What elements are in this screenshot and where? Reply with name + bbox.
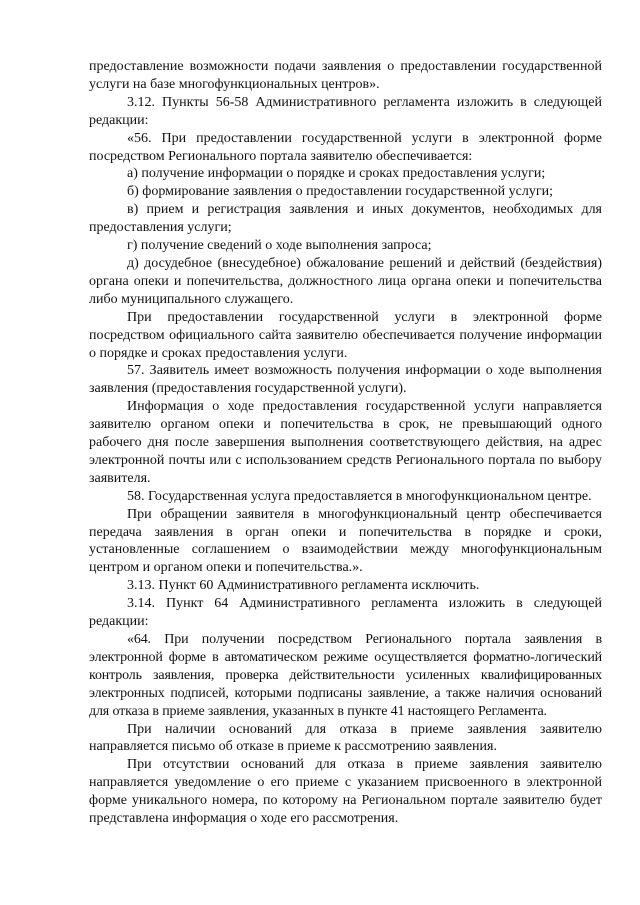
list-item-a: а) получение информации о порядке и сроках предоставления услуги; xyxy=(127,166,546,182)
paragraph-57: 57. Заявитель имеет возможность получения информации о ходе выполнения заявления (предоставления государственной услуги). xyxy=(89,363,602,397)
paragraph-3-14: 3.14. Пункт 64 Административного регламента изложить в следующей редакции: xyxy=(89,596,602,630)
paragraph-56: «56. При предоставлении государственной услуги в электронной форме посредством Регионального портала заявителю обеспечивается: xyxy=(89,130,602,164)
paragraph-3-12: 3.12. Пункты 56-58 Административного регламента изложить в следующей редакции: xyxy=(89,94,602,128)
paragraph-information: Информация о ходе предоставления государственной услуги направляется заявителю органом опеки и попечительства в срок, не превышающий одного рабочего дня после завершения выполнения соответствующего действия, на адрес электронной почты или с использованием средств Регионального портала по выбору заявителя. xyxy=(89,399,602,486)
list-item-b: б) формирование заявления о предоставлении государственной услуги; xyxy=(127,184,553,200)
paragraph-64: «64. При получении посредством Регионального портала заявления в электронной форме в автоматическом режиме осуществляется форматно-логический контроль заявления, проверка действительности усиленных квалифицированных электронных подписей, которыми подписаны заявление, а также наличия оснований для отказа в приеме заявления, указанных в пункте 41 настоящего Регламента. xyxy=(89,632,602,719)
paragraph-3-13: 3.13. Пункт 60 Административного регламента исключить. xyxy=(127,578,480,594)
paragraph-official-site: При предоставлении государственной услуги в электронной форме посредством официального сайта заявителю обеспечивается получение информации о порядке и сроках предоставления услуги. xyxy=(89,309,602,361)
paragraph-acceptance: При отсутствии оснований для отказа в приеме заявления заявителю направляется уведомление о его приеме с указанием присвоенного в электронной форме уникального номера, по которому на Региональном портале заявителю будет представлена информация о ходе его рассмотрения. xyxy=(89,757,602,827)
paragraph-58: 58. Государственная услуга предоставляется в многофункциональном центре. xyxy=(127,488,592,504)
list-item-d: д) досудебное (внесудебное) обжалование решений и действий (бездействия) органа опеки и попечительства, должностного лица органа опеки и попечительства либо муниципального служащего. xyxy=(89,255,602,307)
list-item-g: г) получение сведений о ходе выполнения запроса; xyxy=(127,238,432,254)
paragraph-mfc-appeal: При обращении заявителя в многофункциональный центр обеспечивается передача заявления в орган опеки и попечительства в порядке и сроки, установленные соглашением о взаимодействии между многофункциональным центром и органом опеки и попечительства.». xyxy=(89,506,602,576)
paragraph-refusal: При наличии оснований для отказа в приеме заявления заявителю направляется письмо об отказе в приеме к рассмотрению заявления. xyxy=(89,721,602,755)
paragraph-continuation: предоставление возможности подачи заявления о предоставлении государственной услуги на базе многофункциональных центров». xyxy=(89,59,602,92)
list-item-v: в) прием и регистрация заявления и иных документов, необходимых для предоставления услуги; xyxy=(89,202,602,236)
document-page xyxy=(89,58,602,828)
